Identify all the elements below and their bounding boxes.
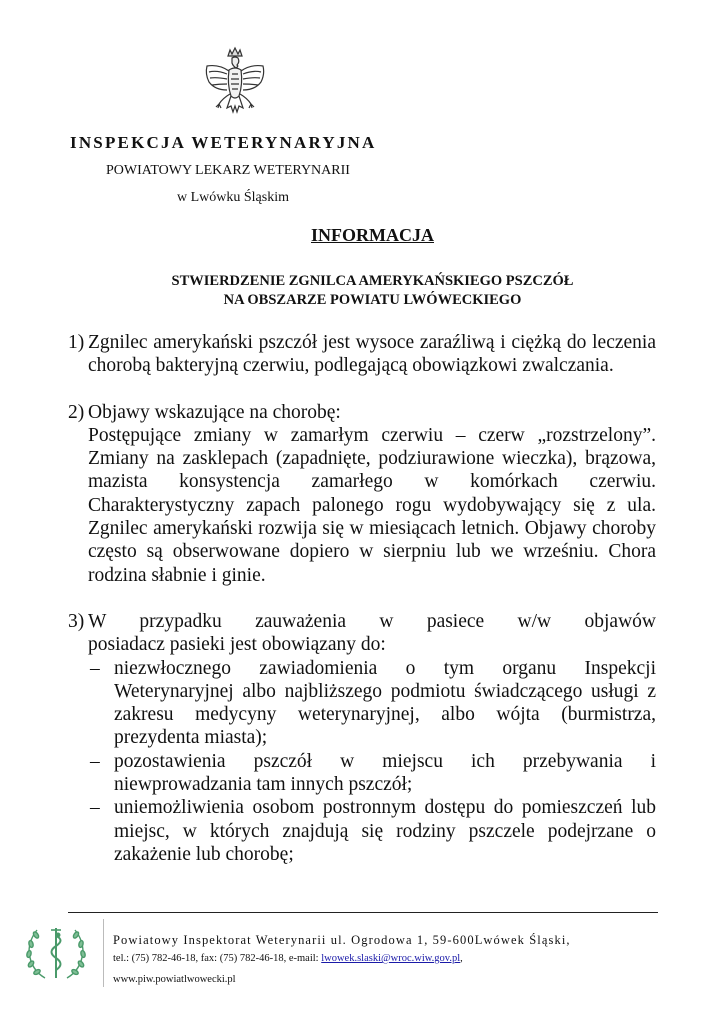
list-item-2	[68, 401, 656, 587]
website-link[interactable]: www.piw.powiatlwowecki.pl	[113, 974, 236, 985]
email-link[interactable]: lwowek.slaski@wroc.wiw.gov.pl	[321, 953, 461, 964]
item-text: Postępujące zmiany w zamarłym czerwiu – czerw „rozstrzelony”. Zmiany na zasklepach (zapadnięte, podziurawione wieczka), brązowa, mazista konsystencja zamarłego w komórkach czerwiu. Charakterystyczny zapach palonego rogu wydobywający się z ula. Zgnilec amerykański rozwija się w miesiącach letnich. Objawy choroby często są obserwowane dopiero w sierpniu lub we wrześniu. Chora rodzina słabnie i ginie.	[88, 424, 656, 586]
dash-bullet: –	[90, 657, 100, 679]
document-body	[68, 331, 656, 889]
sub-item-text: niezwłocznego zawiadomienia o tym organu Inspekcji Weterynaryjnej albo najbliższego podmiotu świadczącego usługi z zakresu medycyny weterynaryjnej, albo wójta (burmistrza, prezydenta miasta);	[114, 657, 656, 749]
item-intro-line-2: posiadacz pasieki jest obowiązany do:	[88, 634, 386, 656]
list-item-1	[68, 331, 656, 378]
sub-item-text: pozostawienia pszczół w miejscu ich przebywania i niewprowadzania tam innych pszczół;	[114, 750, 656, 796]
veterinary-inspection-logo-icon	[23, 920, 89, 986]
sub-list-item	[88, 657, 656, 750]
org-name: INSPEKCJA WETERYNARYJNA	[70, 133, 377, 152]
org-unit: POWIATOWY LEKARZ WETERYNARII	[106, 163, 350, 178]
polish-eagle-emblem-icon	[199, 46, 271, 126]
document-subtitle	[0, 272, 725, 310]
footer-contact-prefix: tel.: (75) 782-46-18, fax: (75) 782-46-18, e-mail:	[113, 953, 322, 964]
dash-bullet: –	[90, 797, 100, 819]
org-location: w Lwówku Śląskim	[177, 190, 289, 205]
list-item-3	[68, 610, 656, 866]
footer-contact	[113, 953, 463, 964]
dash-bullet: –	[90, 750, 100, 772]
item-heading: Objawy wskazujące na chorobę:	[88, 401, 341, 423]
footer-separator	[103, 919, 104, 987]
subtitle-line-1: STWIERDZENIE ZGNILCA AMERYKAŃSKIEGO PSZCZÓŁ	[171, 273, 574, 289]
item-number: 1)	[68, 332, 85, 353]
footer-divider	[68, 912, 658, 913]
item-text: Zgnilec amerykański pszczół jest wysoce zaraźliwą i ciężką do leczenia chorobą bakteryjną czerwiu, podlegającą obowiązkowi zwalczania.	[88, 332, 656, 377]
subtitle-line-2: NA OBSZARZE POWIATU LWÓWECKIEGO	[223, 292, 522, 308]
sub-list-item	[88, 796, 656, 866]
sub-item-text: uniemożliwienia osobom postronnym dostępu do pomieszczeń lub miejsc, w których znajdują się rodziny pszczele podejrzane o zakażenie lub chorobę;	[114, 797, 656, 865]
item-number: 3)	[68, 610, 85, 632]
footer-contact-suffix: ,	[460, 953, 463, 964]
footer-address: Powiatowy Inspektorat Weterynarii ul. Ogrodowa 1, 59-600Lwówek Śląski,	[113, 933, 571, 947]
sub-list-item	[88, 750, 656, 797]
item-intro-line-1: W przypadku zauważenia w pasiece w/w objawów	[88, 610, 656, 632]
document-title: INFORMACJA	[311, 225, 434, 245]
item-number: 2)	[68, 401, 85, 423]
